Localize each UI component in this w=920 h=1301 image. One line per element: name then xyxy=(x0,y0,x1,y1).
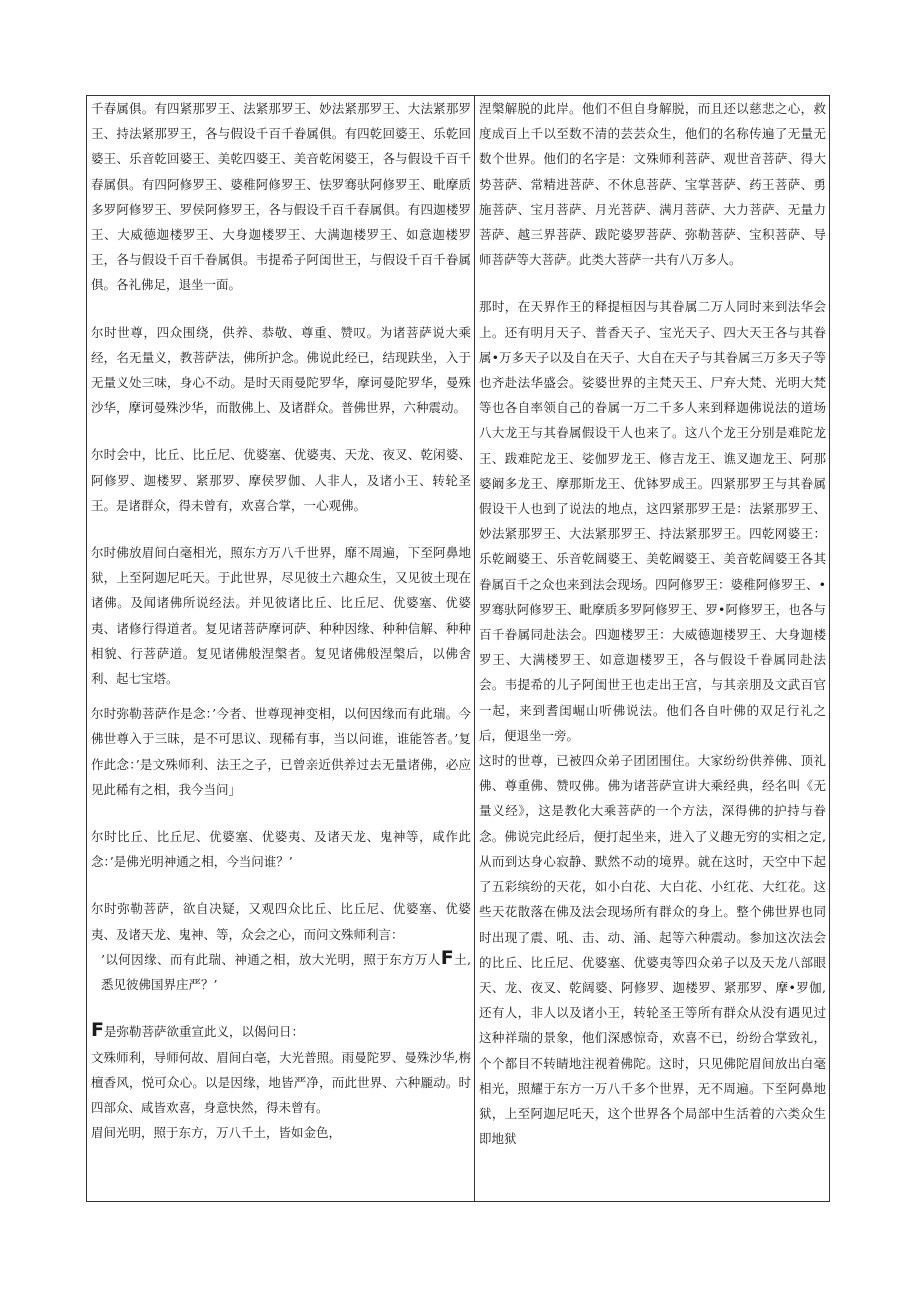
left-paragraph-1: 千春属俱。有四紧那罗王、法紧那罗王、妙法紧那罗王、大法紧那罗王、持法紧那罗王，各与假设千百千眷属俱。有四乾回婆王、乐乾回婆王、乐音乾回婆王、美乾四婆王、美音乾闲婆王，各与假设千百千春属俱。有四阿修罗王、婆稚阿修罗王、怯罗骞驮阿修罗王、毗摩质多罗阿修罗王、罗侯阿修罗王，各与假设千百千春属俱。有四迦楼罗王、大威德迦楼罗王、大身迦楼罗王、大满迦楼罗王、如意迦楼罗王，各与假设千百千眷属俱。韦提希子阿闺世王，与假设千百千眷属俱。各礼佛足，退坐一面。 xyxy=(91,101,471,293)
stray-glyph: F xyxy=(91,1019,104,1042)
left-paragraph-4: 尔时佛放眉间白毫相光，照东方万八千世界，靡不周遍，下至阿鼻地狱，上至阿迦尼吒天。于此世界，尽见彼土六趣众生，又见彼土现在诸佛。及闻诸佛所说经法。并见彼诸比丘、比丘尼、优婆塞、优婆夷、诸修行得道者。复见诸菩萨摩诃萨、种种因缘、种种信解、种种相貌、行菩萨道。复见诸佛般涅槃者。复见诸佛般涅槃后，以佛舍利、起七宝塔。 xyxy=(91,545,471,687)
right-column-translation xyxy=(475,96,829,1201)
verse-question-end: 土,悉见彼佛国界庄严？’ xyxy=(101,951,471,993)
left-paragraph-6: 尔时比丘、比丘尼、优婆塞、优婆夷、及诸天龙、鬼神等，咸作此念：’是佛光明神通之相，今当问谁？’ xyxy=(91,829,471,870)
left-paragraph-8 xyxy=(91,947,471,997)
maitreya-verse-intro: 是弥勒菩萨欲重宣此义，以偈问日： xyxy=(103,1024,304,1040)
two-column-table xyxy=(86,95,830,1202)
right-paragraph-3: 这时的世尊，已被四众弟子团团围住。大家纷纷供养佛、顶礼佛、尊重佛、赞叹佛。佛为诸菩萨宣讲大乘经典，经名叫《无量义经》，这是教化大乘菩萨的一个方法，深得佛的护持与眷念。佛说完此经后，便打起坐来，进入了义趣无穷的实相之定,从而到达身心寂静、默然不动的境界。就在这时，天空中下起了五彩缤纷的天花，如小白花、大白花、小红花、大红花。这些天花散落在佛及法会现场所有群众的身上。整个佛世界也同时出现了震、吼、击、动、涌、起等六种震动。参加这次法会的比丘、比丘尼、优婆塞、优婆夷等四众弟子以及天龙八部眼天、龙、夜叉、乾阔婆、阿修罗、迦楼罗、紧那罗、摩•罗伽,还有人，非人以及诸小王，转轮圣王等所有群众从没有遇见过这种祥瑞的景象，他们深感惊奇，欢喜不已，纷纷合掌致礼，个个都目不转睛地注视着佛陀。这时，只见佛陀眉间放出白毫相光，照耀于东方一万八千多个世界，无不周遍。下至阿鼻地狱，上至阿迦尼吒天，这个世界各个局部中生活着的六类众生即地狱 xyxy=(479,753,826,1147)
stray-glyph: F xyxy=(440,946,454,969)
left-paragraph-5: 尔时弥勒菩萨作是念：’今者、世尊现神变相，以何因缘而有此瑞。今佛世尊入于三昧，是不可思议、现稀有事，当以问谁，谁能答者。’复作此念：’是文殊师利、法王之子，已曾亲近供养过去无量诸佛，必应见此稀有之相，我今当问」 xyxy=(91,706,471,797)
left-paragraph-2: 尔时世尊，四众围绕，供养、恭敬、尊重、赞叹。为诸菩萨说大乘经，名无量义，教菩萨法，佛所护念。佛说此经已，结现趺坐，入于无量义处三味，身心不动。是时天雨曼陀罗华，摩诃曼陀罗华，曼殊沙华，摩诃曼殊沙华，而散佛上、及诸群众。普佛世界，六种震动。 xyxy=(91,324,471,416)
right-paragraph-2: 那时，在天界作王的释提桓因与其眷属二万人同时来到法华会上。还有明月天子、普香天子、宝光天子、四大天王各与其眷属•万多天子以及自在天子、大自在天子与其眷属三万多天子等也齐赴法华盛会。娑婆世界的主梵天王、尸弃大梵、光明大梵等也各自率领自己的眷属一万二千多人来到释迦佛说法的道场八大龙王与其眷属假设干人也来了。这八个龙王分别是难陀龙王、跋难陀龙王、娑伽罗龙王、修吉龙王、谯叉迦龙王、阿那婆阚多龙王、摩那斯龙王、优钵罗成王。四紧那罗王与其眷属假设干人也到了说法的地点，这四紧那罗王是：法紧那罗王、妙法紧那罗王、大法紧那罗王、持法紧那罗王。四乾网婆王：乐乾阚婆王、乐音乾阔婆王、美乾阚婆王、美音乾阔婆王各其眷属百千之众也来到法会现场。四阿修罗王：婆稚阿修罗王、•罗骞驮阿修罗王、毗摩质多罗阿修罗王、罗•阿修罗王，也各与百千眷属同赴法会。四迦楼罗王：大威德迦楼罗王、大身迦楼罗王、大满楼罗王、如意迦楼罗王，各与假设千眷属同赴法会。韦提希的儿子阿闺世王也走出王宫，与其亲朋及文武百官一起，来到耆闺崛山听佛说法。他们各自叶佛的双足行礼之后，便退坐一旁。 xyxy=(479,299,826,743)
left-column-original-text xyxy=(87,96,475,1201)
left-paragraph-3: 尔时会中，比丘、比丘尼、优婆塞、优婆夷、天龙、夜叉、乾闲婆、阿修罗、迦楼罗、紧那罗、摩侯罗伽、人非人，及诸小王、转轮圣王。是诸群众，得未曾有，欢喜合掌，一心观佛。 xyxy=(91,447,471,513)
left-paragraph-10: 文殊师利，导师何故、眉间白亳，大光普照。雨曼陀罗、曼殊沙华,栴檀香风，悦可众心。以是因缘，地皆严净，而此世界、六种龎动。时四部众、咸皆欢喜，身意快然，得未曾有。 xyxy=(91,1049,471,1115)
left-paragraph-11: 眉间光明，照于东方，万八千土，皆如金色， xyxy=(91,1125,342,1141)
left-paragraph-9 xyxy=(91,1019,471,1044)
verse-question-text: ’以何因缘、而有此瑞、神通之相，放大光明，照于东方万人 xyxy=(101,951,441,967)
left-paragraph-7: 尔时弥勒菩萨，欲自决疑，又观四众比丘、比丘尼、优婆塞、优婆夷、及诸天龙、鬼神、等，众会之心，而问文殊师利言： xyxy=(91,901,471,942)
right-paragraph-1: 涅槃解脱的此岸。他们不但自身解脱，而且还以慈悲之心，救度成百上千以至数不清的芸芸众生，他们的名称传遍了无量无数个世界。他们的名字是：文殊师利菩萨、观世音菩萨、得大势菩萨、常精进菩萨、不休息菩萨、宝掌菩萨、药王菩萨、勇施菩萨、宝月菩萨、月光菩萨、满月菩萨、大力菩萨、无量力菩萨、越三界菩萨、跋陀婆罗菩萨、弥勒菩萨、宝积菩萨、导师菩萨等大菩萨。此类大菩萨一共有八万多人。 xyxy=(479,101,826,268)
